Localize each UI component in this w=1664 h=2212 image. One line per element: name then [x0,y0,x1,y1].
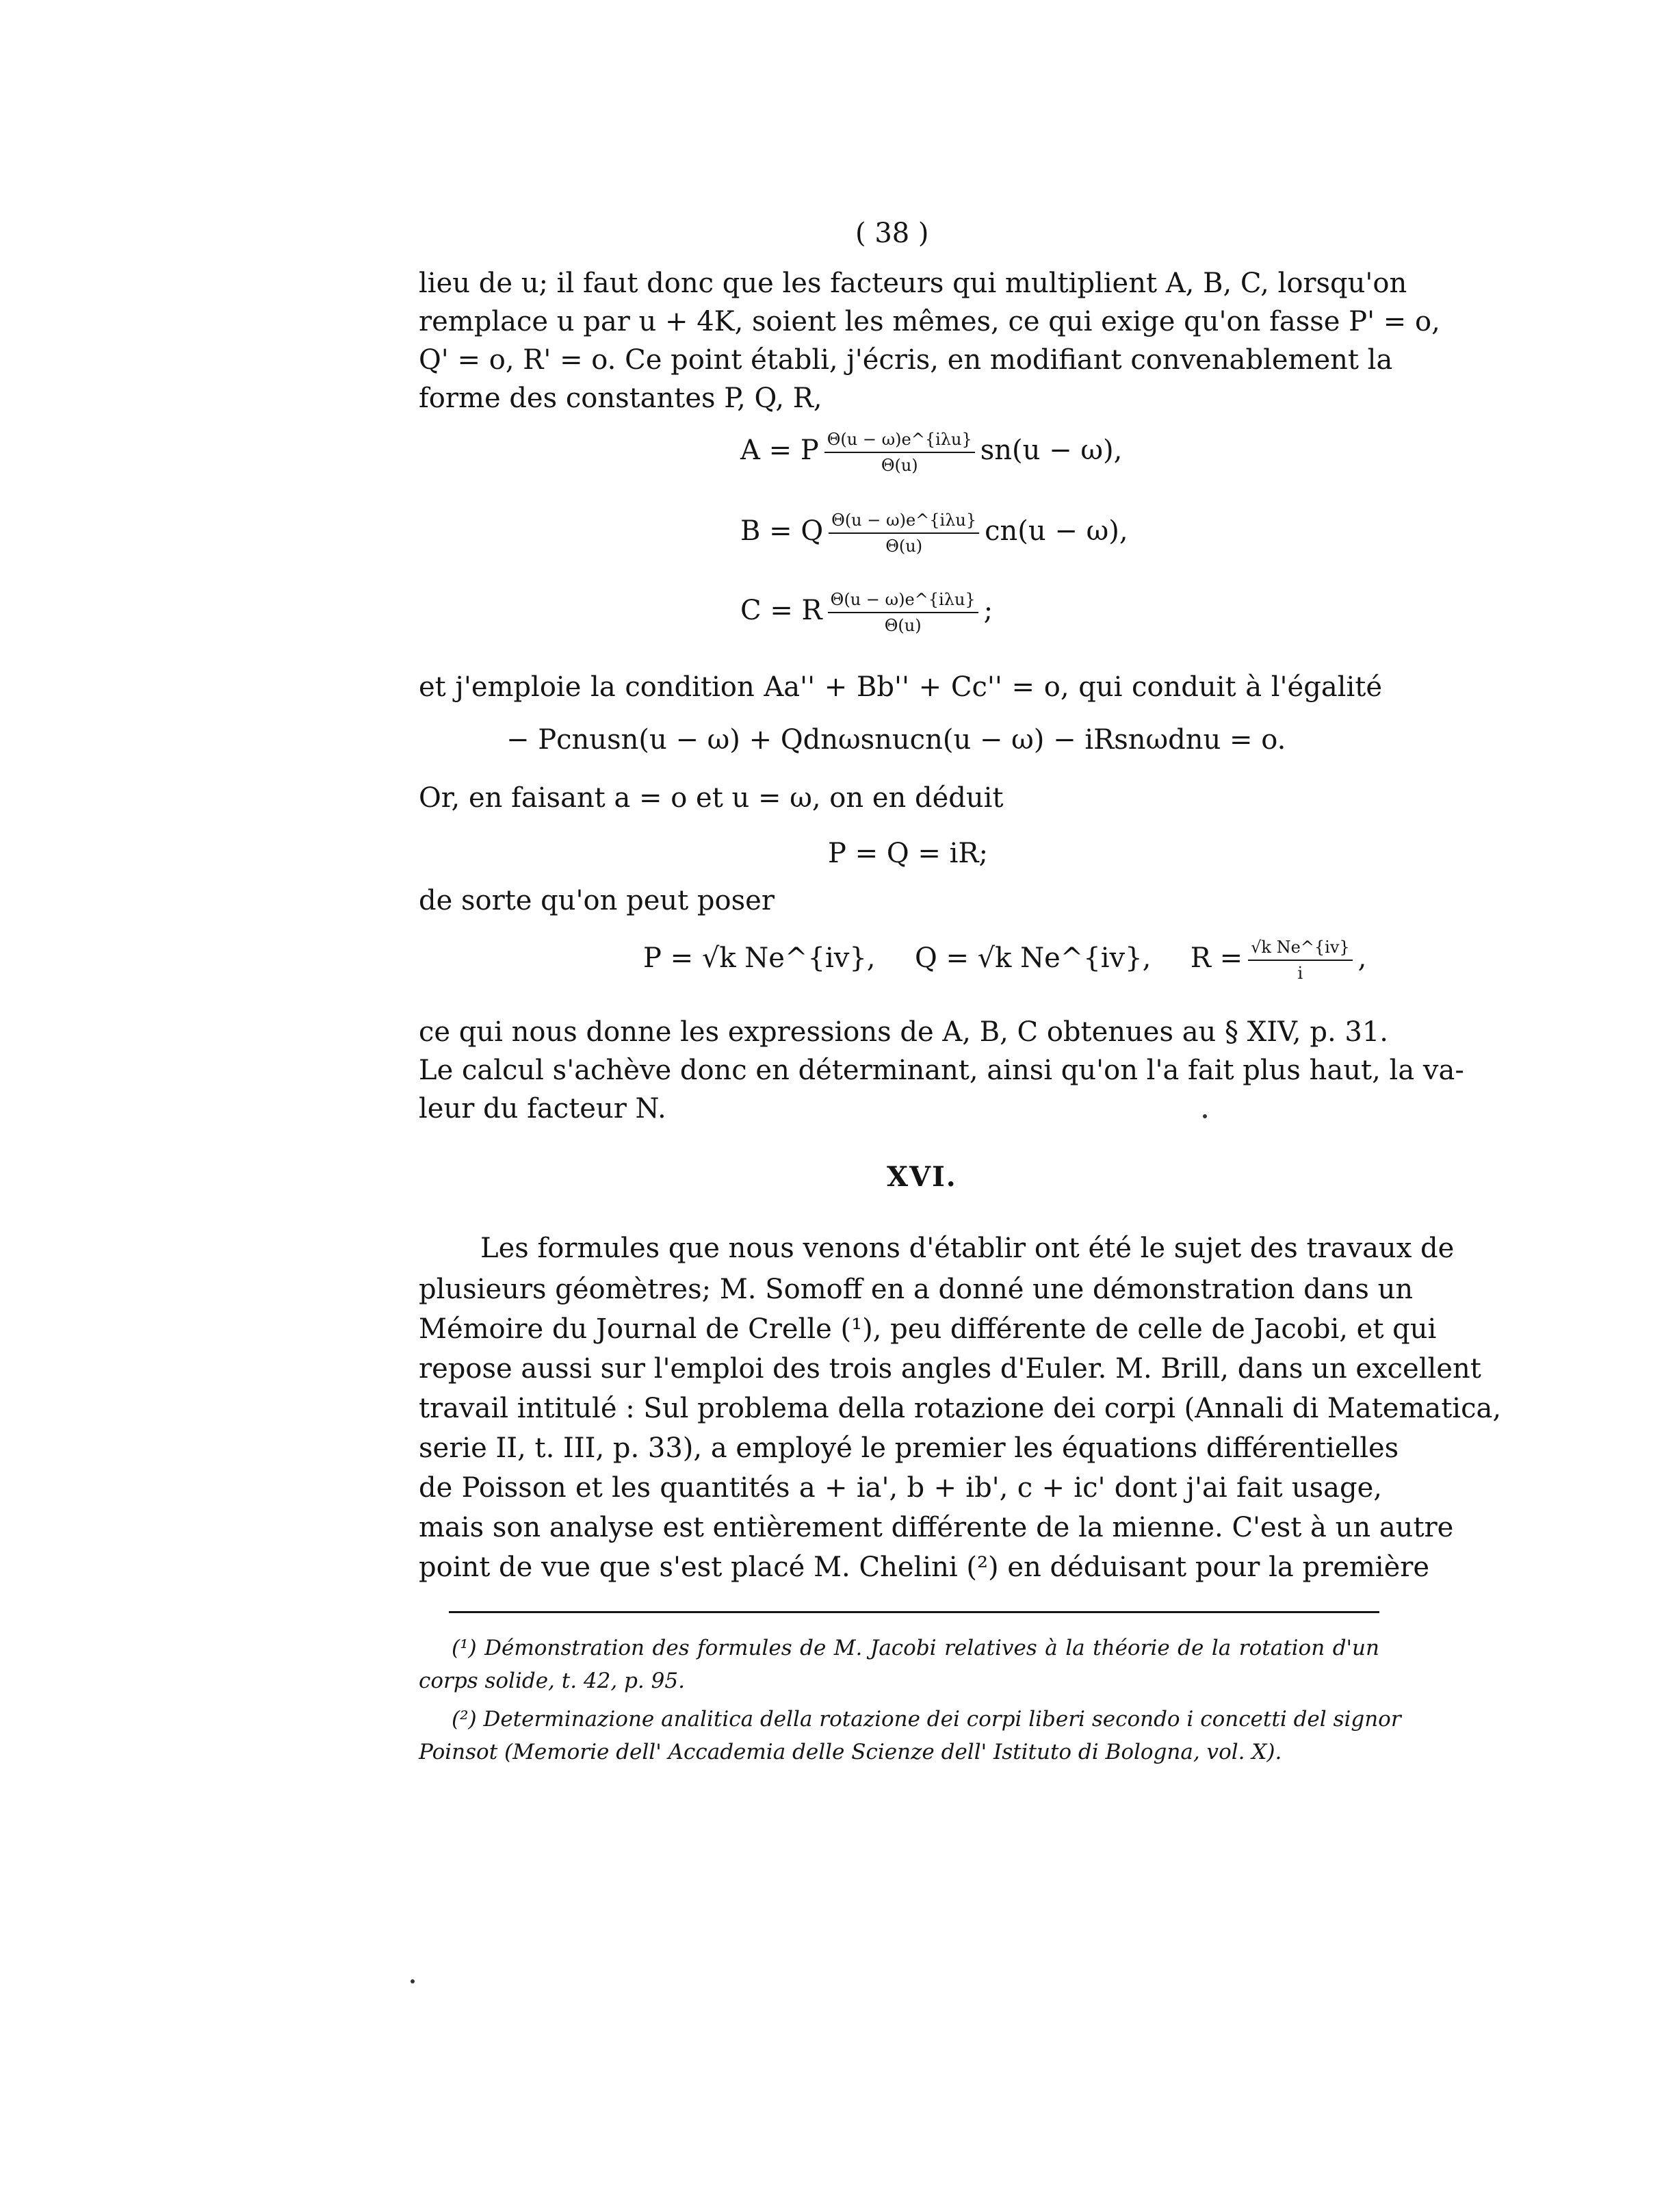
text-line: ce qui nous donne les expressions de A, B, C obtenues au § XIV, p. 31. [419,1016,1388,1048]
speck [411,1979,415,1983]
formula-p: P = √k Ne^{iv}, [643,942,876,974]
formula-q: Q = √k Ne^{iv}, [914,942,1152,974]
text-line: point de vue que s'est placé M. Chelini (²) en déduisant pour la première [419,1552,1430,1583]
formula-rhs: cn(u − ω), [985,515,1128,547]
formula-a [740,430,1122,475]
footnote-line: (¹) Démonstration des formules de M. Jacobi relatives à la théorie de la rotation d'un [452,1636,1379,1660]
fraction-numerator: Θ(u − ω)e^{iλu} [828,590,978,613]
formula-lhs: B = Q [740,515,824,547]
footnote-line: corps solide, t. 42, p. 95. [419,1669,685,1693]
formula-c [740,590,993,635]
fraction [828,590,978,635]
fraction [1248,938,1353,983]
fraction-numerator: Θ(u − ω)e^{iλu} [824,430,975,453]
fraction-denominator: i [1297,964,1303,983]
text-line: et j'emploie la condition Aa'' + Bb'' + Cc'' = o, qui conduit à l'égalité [419,671,1382,703]
formula-rhs: ; [983,595,993,626]
text-line: travail intitulé : Sul problema della rotazione dei corpi (Annali di Matematica, [419,1393,1502,1424]
text-line: lieu de u; il faut donc que les facteurs qui multiplient A, B, C, lorsqu'on [419,268,1407,299]
fraction [829,511,979,556]
formula-poser [643,938,1366,983]
formula-equality: − Pcnusn(u − ω) + Qdnωsnucn(u − ω) − iRsnωdnu = o. [506,724,1286,756]
text-line: remplace u par u + 4K, soient les mêmes, ce qui exige qu'on fasse P' = o, [419,306,1440,337]
fraction-numerator: √k Ne^{iv} [1248,938,1353,961]
text-line: de sorte qu'on peut poser [419,885,775,916]
fraction-denominator: Θ(u) [885,537,923,556]
text-line: Q' = o, R' = o. Ce point établi, j'écris, en modifiant convenablement la [419,344,1393,376]
text-line: Les formules que nous venons d'établir ont été le sujet des travaux de [480,1233,1455,1264]
formula-r-end: , [1357,942,1367,974]
speck [1203,1114,1207,1118]
text-line: Le calcul s'achève donc en déterminant, ainsi qu'on l'a fait plus haut, la va- [419,1055,1464,1086]
text-line: mais son analyse est entièrement différente de la mienne. C'est à un autre [419,1512,1454,1543]
footnote-line: Poinsot (Memorie dell' Accademia delle Scienze dell' Istituto di Bologna, vol. X). [419,1740,1282,1764]
footnote-divider [449,1611,1379,1613]
text-line: forme des constantes P, Q, R, [419,383,822,414]
formula-lhs: A = P [740,435,819,466]
footnote-line: (²) Determinazione analitica della rotazione dei corpi liberi secondo i concetti del signor [452,1707,1401,1732]
fraction [824,430,975,475]
text-line: de Poisson et les quantités a + ia', b + ib', c + ic' dont j'ai fait usage, [419,1472,1382,1504]
text-line: Mémoire du Journal de Crelle (¹), peu différente de celle de Jacobi, et qui [419,1313,1437,1345]
fraction-denominator: Θ(u) [881,456,918,475]
page-number: ( 38 ) [855,218,929,249]
fraction-numerator: Θ(u − ω)e^{iλu} [829,511,979,534]
fraction-denominator: Θ(u) [884,616,922,635]
text-line: plusieurs géomètres; M. Somoff en a donné une démonstration dans un [419,1274,1414,1305]
formula-b [740,511,1128,556]
text-line: serie II, t. III, p. 33), a employé le premier les équations différentielles [419,1432,1399,1464]
formula-pqr: P = Q = iR; [828,838,988,869]
text-line: repose aussi sur l'emploi des trois angles d'Euler. M. Brill, dans un excellent [419,1353,1481,1385]
text-line: leur du facteur N. [419,1093,666,1124]
section-heading: XVI. [887,1161,957,1193]
formula-r-lhs: R = [1190,942,1243,974]
formula-lhs: C = R [740,595,822,626]
text-line: Or, en faisant a = o et u = ω, on en déduit [419,782,1004,814]
formula-rhs: sn(u − ω), [980,435,1123,466]
